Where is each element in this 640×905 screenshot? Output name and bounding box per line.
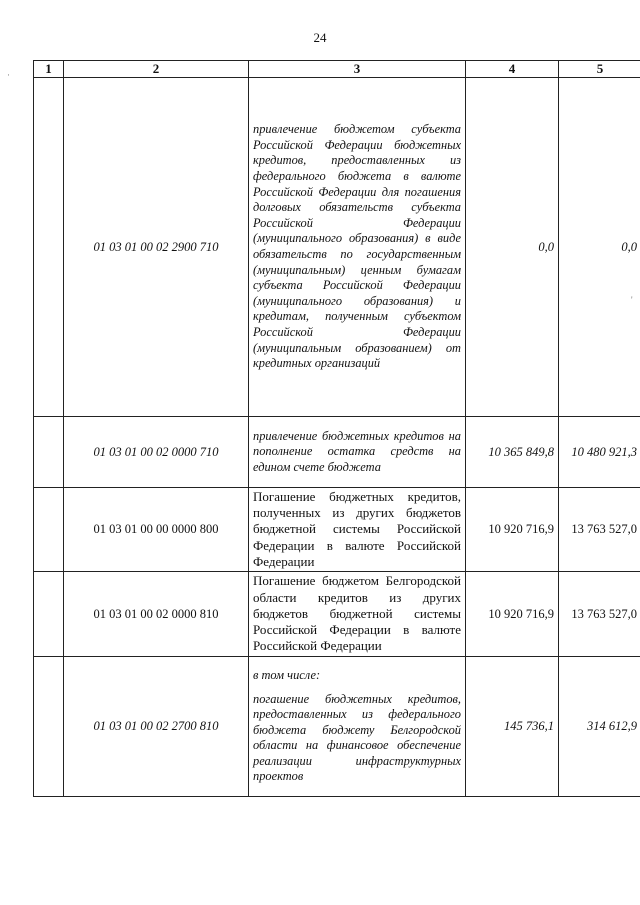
value-col5: 0,0 [559,78,640,417]
value-col5: 10 480 921,3 [559,417,640,488]
table-row [34,417,640,488]
budget-code: 01 03 01 00 02 0000 810 [64,572,249,657]
value-col5: 13 763 527,0 [559,488,640,572]
column-header-1: 1 [34,61,64,78]
value-col4: 10 920 716,9 [466,572,559,657]
row-number-cell [34,572,64,657]
table-row [34,488,640,572]
column-header-3: 3 [249,61,466,78]
column-header-2: 2 [64,61,249,78]
page-number: 24 [313,30,327,45]
subheading: в том числе: [253,667,321,682]
scan-edge-mark: · [7,70,10,80]
description-text: Погашение бюджетом Белгородской области кредитов из других бюджетов бюджетной системы Российской Федерации в валюте Российской Федерации [253,573,461,654]
row-description [249,488,466,572]
budget-code: 01 03 01 00 02 0000 710 [64,417,249,488]
value-col4: 145 736,1 [466,657,559,797]
budget-code: 01 03 01 00 00 0000 800 [64,488,249,572]
value-col5: 314 612,9 [559,657,640,797]
row-description [249,572,466,657]
row-number-cell [34,657,64,797]
row-description [249,417,466,488]
description-text: привлечение бюджетных кредитов на пополнение остатка средств на едином счете бюджета [253,428,461,474]
description-text: привлечение бюджетом субъекта Российской Федерации бюджетных кредитов, предоставленных из федерального бюджета в валюте Российской Федерации для погашения долговых обязательств субъекта Российской Федерации (муниципального образования) в виде обязательств по государственным (муниципальным) ценным бумагам субъекта Российской Федерации (муниципального образования) и кредитам, полученным субъектом Российской Федерации (муниципальным образованием) от кредитных организаций [253,122,461,371]
table-row [34,572,640,657]
row-number-cell [34,78,64,417]
table-row [34,657,640,797]
row-description [249,657,466,797]
value-col4: 10 365 849,8 [466,417,559,488]
column-header-5: 5 [559,61,640,78]
row-number-cell [34,488,64,572]
description-text: погашение бюджетных кредитов, предоставленных из федерального бюджета бюджету Белгородской области на финансовое обеспечение реализации инфраструктурных проектов [253,691,461,784]
column-header-4: 4 [466,61,559,78]
budget-sources-table [33,60,640,797]
value-col5: 13 763 527,0 [559,572,640,657]
description-text: Погашение бюджетных кредитов, полученных из других бюджетов бюджетной системы Российской Федерации в валюте Российской Федерации [253,488,461,569]
value-col4: 0,0 [466,78,559,417]
budget-code: 01 03 01 00 02 2700 810 [64,657,249,797]
row-number-cell [34,417,64,488]
table-row [34,78,640,417]
value-col4: 10 920 716,9 [466,488,559,572]
table-header-row [34,61,640,78]
scan-edge-mark: ' [631,295,633,305]
budget-code: 01 03 01 00 02 2900 710 [64,78,249,417]
row-description [249,78,466,417]
